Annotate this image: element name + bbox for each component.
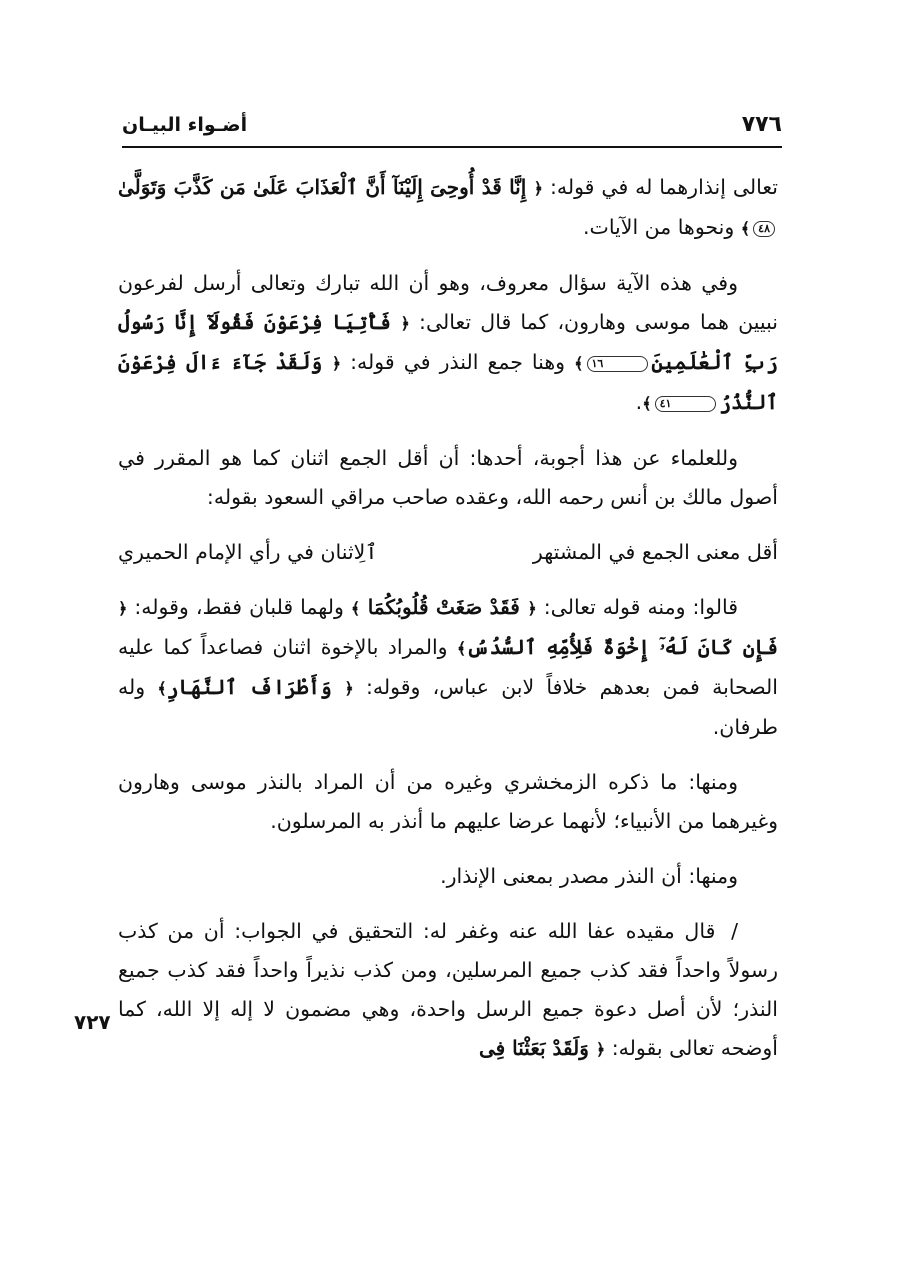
ornament-open: ﴿ [527,599,537,618]
text-run: قال مقيده عفا الله عنه وغفر له: التحقيق في الجواب: أن من كذب رسولاً واحداً فقد كذب جميع المرسلين، ومن كذب نذيراً واحداً فقد كذب جميع النذر؛ لأن أصل دعوة جميع الرسل واحدة، وهي مضمون لا إله إلا الله، كما أوضحه تعالى بقوله: [118,919,778,1060]
ornament-close: ﴾ [642,394,652,413]
text-run: قالوا: ومنه قوله تعالى: [543,595,738,619]
text-run: ونحوها من الآيات. [583,215,735,239]
quran-text: فَأْتِيَا فِرْعَوْنَ فَقُولَآ إِنَّا رَسُولُ رَبِّ ٱلْعَٰلَمِينَ [118,310,778,374]
ayah-number: ٤١ [655,396,717,412]
margin-reference-number: ٧٢٧ [74,1010,111,1034]
quran-quote [351,595,537,619]
ornament-open: ﴿ [331,354,342,373]
page-break-marker: / [731,919,738,943]
paragraph-3: وللعلماء عن هذا أجوبة، أحدها: أن أقل الجمع اثنان كما هو المقرر في أصول مالك بن أنس رحمه الله، وعقده صاحب مراقي السعود بقوله: [118,446,778,509]
main-text [118,168,778,1085]
ornament-open: ﴿ [595,1040,606,1059]
text-run: وله طرفان. [118,675,778,739]
paragraph-4 [118,588,778,747]
quran-quote [479,1036,605,1060]
ornament-close: ﴾ [740,219,751,238]
ornament-open: ﴿ [400,314,410,333]
ornament-open: ﴿ [344,679,354,698]
text-run: وفي هذه الآية سؤال معروف، وهو أن الله تبارك وتعالى أرسل لفرعون نبيين هما موسى وهارون، كما قال تعالى: [118,271,778,334]
quran-text: وَلَقَدْ بَعَثْنَا فِى [478,1036,589,1060]
ayah-number: ٤٨ [753,221,775,237]
verse-second-hemistich: ٱلِاثنان في رأي الإمام الحميري [118,540,378,564]
paragraph-1 [118,168,778,248]
ornament-open: ﴿ [118,599,128,618]
text-run: وهنا جمع النذر في قوله: [350,350,566,374]
paragraph-5: ومنها: ما ذكره الزمخشري وغيره من أن المراد بالنذر موسى وهارون وغيرهما من الأنبياء؛ لأنهما عرضا عليهم ما أنذر به المرسلون. [118,770,778,833]
quran-quote [157,675,353,699]
verse-first-hemistich: أقل معنى الجمع في المشتهر [532,540,778,564]
quran-text: فَقَدْ صَغَتْ قُلُوبُكُمَا [367,595,520,619]
page-number: ٧٧٦ [741,112,782,137]
poetry-verse [118,533,778,572]
ornament-close: ﴾ [574,354,584,373]
quran-text: وَأَطْرَافَ ٱلنَّهَارِ [166,675,332,699]
text-run: ولهما قلبان فقط، وقوله: [134,595,344,619]
quran-text: إِنَّا قَدْ أُوحِىَ إِلَيْنَآ أَنَّ ٱلْعَذَابَ عَلَىٰ مَن كَذَّبَ وَتَوَلَّىٰ [118,175,527,199]
paragraph-2 [118,264,778,423]
paragraph-7 [118,912,778,1069]
text-run: . [635,390,643,414]
ornament-close: ﴾ [157,679,167,698]
ornament-close: ﴾ [350,599,361,618]
text-run: تعالى إنذارهما له في قوله: [549,175,779,199]
ornament-close: ﴾ [456,639,467,658]
page-header [122,112,782,148]
ornament-open: ﴿ [533,179,544,198]
ayah-number: ١٦ [587,356,649,372]
paragraph-6: ومنها: أن النذر مصدر بمعنى الإنذار. [440,864,738,888]
book-title: أضـواء البيـان [122,114,248,136]
quran-text: فَإِن كَانَ لَهُۥٓ إِخْوَةٌ فَلِأُمِّهِ ٱلسُّدُسُ [466,635,778,659]
text-run: والمراد بالإخوة اثنان فصاعداً كما عليه الصحابة فمن بعدهم خلافاً لابن عباس، وقوله: [118,635,778,699]
quran-text: وَلَقَدْ جَآءَ ءَالَ فِرْعَوْنَ ٱلنُّذُرُ [118,350,778,414]
header-rule [122,146,782,148]
